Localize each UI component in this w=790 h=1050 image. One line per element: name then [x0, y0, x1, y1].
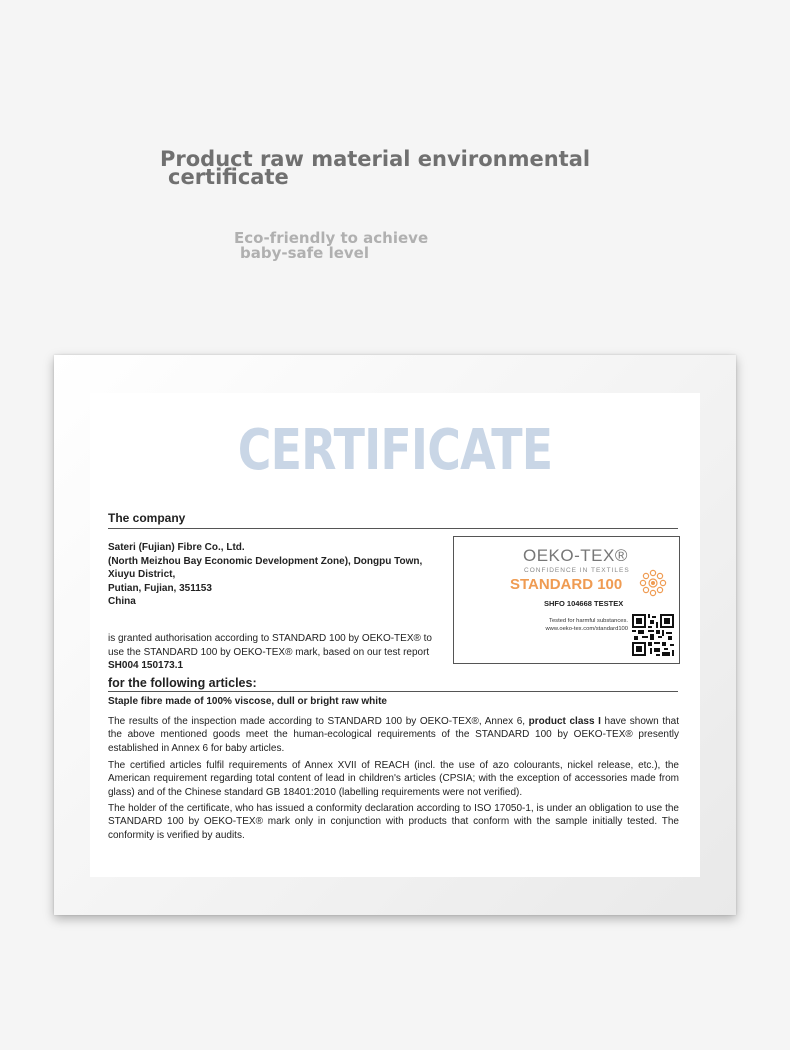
subheadline-line-1: Eco-friendly to achieve: [234, 229, 429, 247]
test-report-number: SH004 150173.1: [108, 660, 184, 671]
qr-code-icon: [632, 614, 674, 656]
inspection-paragraph-end: have shown that the above mentioned goods meet the human-ecological requirements of the STANDARD 100 by OEKO-TEX® presently established in Annex 6 for baby articles.: [108, 716, 680, 754]
picture-frame: [54, 355, 736, 915]
inspection-paragraph-start: The results of the inspection made according to STANDARD 100 by OEKO-TEX®, Annex 6,: [108, 716, 529, 727]
headline-line-2: certificate: [168, 165, 289, 189]
standard-100-label: STANDARD 100: [510, 576, 623, 593]
article-description: Staple fibre made of 100% viscose, dull or bright raw white: [108, 696, 387, 707]
company-divider: [108, 528, 678, 529]
subheadline-line-2: baby-safe level: [240, 244, 369, 262]
authorisation-text-body: is granted authorisation according to STANDARD 100 by OEKO-TEX® to use the STANDARD 100 by OEKO-TEX® mark, based on our test report: [108, 633, 432, 658]
certificate-title: CERTIFICATE: [237, 418, 553, 483]
authorisation-text: [108, 632, 448, 673]
reach-paragraph: The certified articles fulfil requirements of Annex XVII of REACH (incl. the use of azo colourants, nickel release, etc.), the American requirement regarding total content of lead in children's articles (CPSIA; with the exception of accessories made from glass) and of the Chinese standard GB 18401:2010 (labelling requirements were not verified).: [108, 760, 679, 798]
label-code: SHFO 104668 TESTEX: [544, 599, 624, 608]
company-address-line: Putian, Fujian, 351153: [108, 582, 212, 594]
headline-line-1: Product raw material environmental: [160, 147, 591, 171]
oeko-tex-brand: OEKO-TEX®: [523, 546, 628, 565]
articles-heading: for the following articles:: [108, 676, 257, 690]
certificate-document: [90, 393, 700, 877]
oeko-tex-label: [453, 536, 680, 664]
page-subheadline: [234, 231, 564, 261]
conformity-paragraph: The holder of the certificate, who has issued a conformity declaration according to ISO 17050-1, is under an obligation to use the STANDARD 100 by OEKO-TEX® mark only in conjunction with products that conform with the sample initially tested. The conformity is verified by audits.: [108, 803, 679, 841]
tested-note-line: Tested for harmful substances.: [549, 618, 628, 624]
tested-note: [524, 617, 628, 633]
oeko-tex-tagline: CONFIDENCE IN TEXTILES: [524, 567, 630, 574]
company-name: Sateri (Fujian) Fibre Co., Ltd.: [108, 542, 245, 553]
product-class: product class I: [528, 716, 601, 727]
articles-divider: [108, 691, 678, 692]
tested-note-url: www.oeko-tex.com/standard100: [545, 626, 628, 632]
company-heading: The company: [108, 511, 186, 525]
page-headline: [160, 147, 640, 189]
company-address-line: Xiuyu District,: [108, 569, 176, 581]
inspection-paragraph: [108, 715, 679, 755]
company-address: [108, 541, 448, 609]
rosette-icon: [637, 567, 669, 599]
company-country: China: [108, 596, 136, 608]
company-address-line: (North Meizhou Bay Economic Development Zone), Dongpu Town,: [108, 555, 423, 567]
